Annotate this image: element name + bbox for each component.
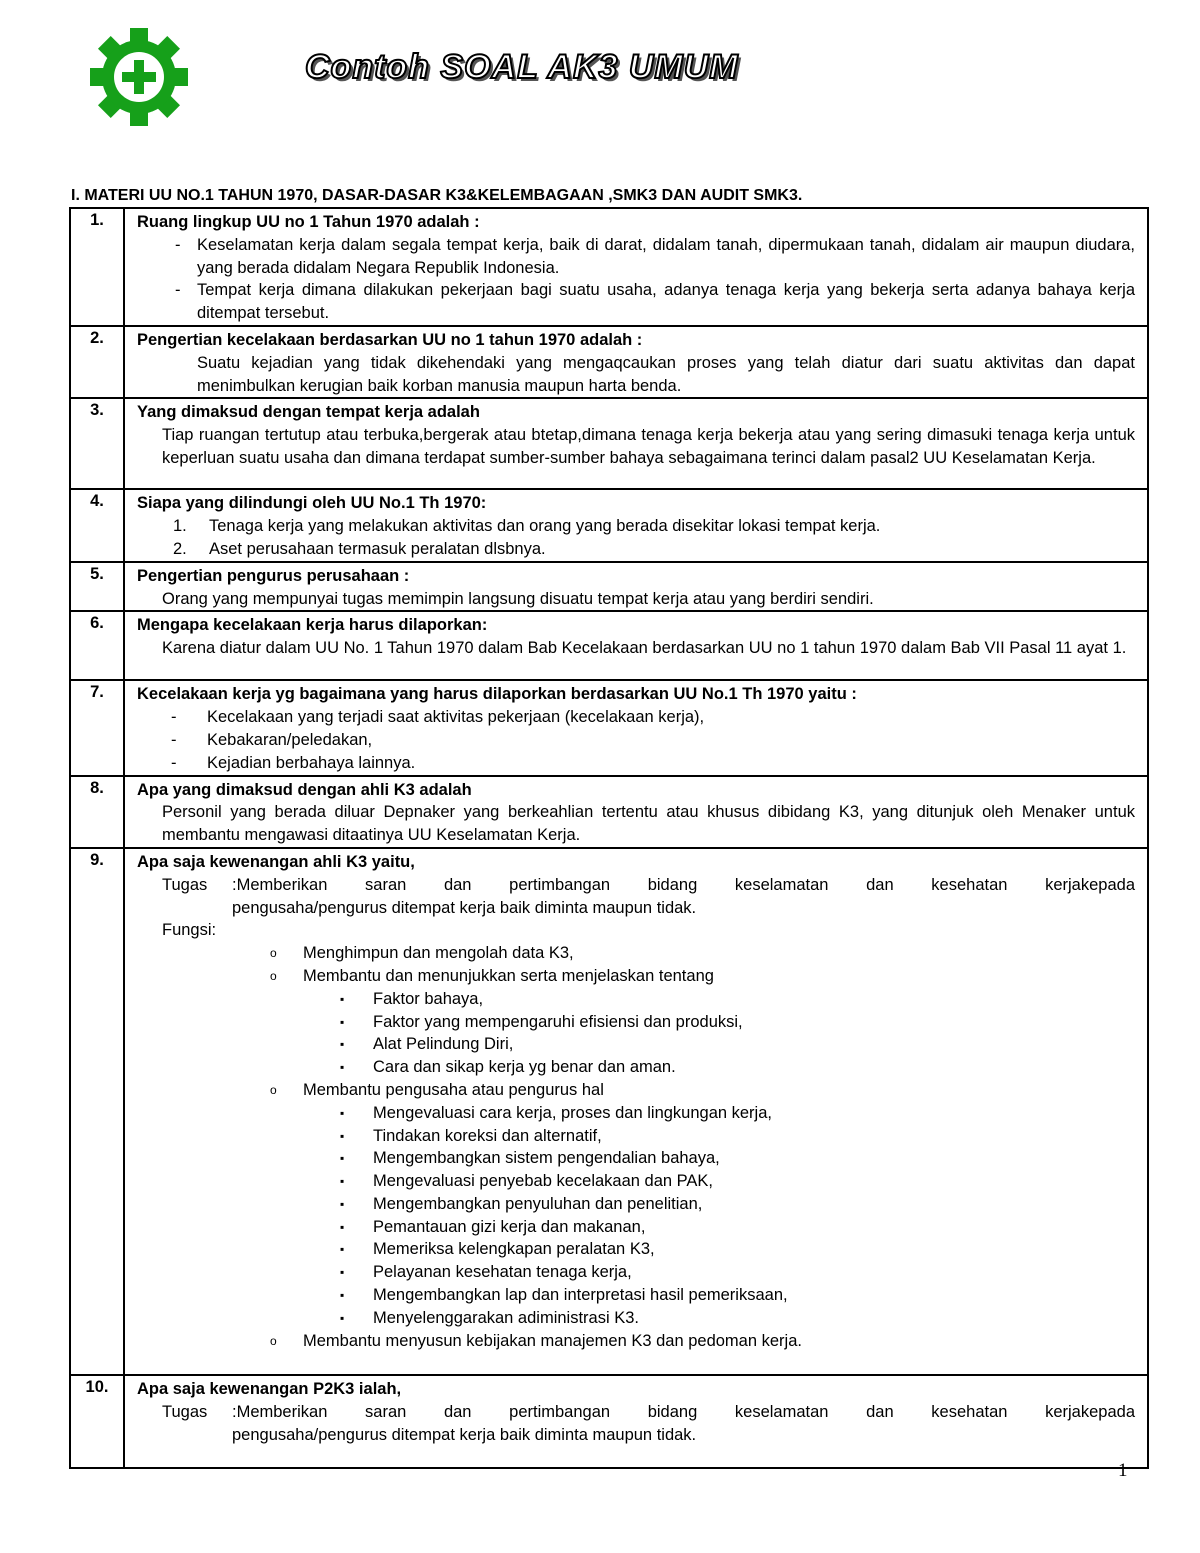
question-text: Siapa yang dilindungi oleh UU No.1 Th 1970: <box>137 494 487 513</box>
list-item: - Kecelakaan yang terjadi saat aktivitas pekerjaan (kecelakaan kerja), <box>171 708 705 727</box>
answer-text: Suatu kejadian yang tidak dikehendaki yang mengaqcaukan proses yang telah diatur dari suatu aktivitas dan dapat menimbulkan kerugian baik korban manusia maupun harta benda. <box>197 353 1135 395</box>
sub-list-item: ▪ Mengembangkan penyuluhan dan penelitian, <box>340 1194 703 1213</box>
sub-list-item: ▪ Tindakan koreksi dan alternatif, <box>340 1126 602 1145</box>
sub-list-item: ▪ Menyelenggarakan adiministrasi K3. <box>340 1308 639 1327</box>
fungsi-list <box>137 942 1135 1352</box>
question-text: Yang dimaksud dengan tempat kerja adalah <box>137 403 480 422</box>
question-number: 8. <box>70 776 124 848</box>
section-heading: I. MATERI UU NO.1 TAHUN 1970, DASAR-DASAR K3&KELEMBAGAAN ,SMK3 DAN AUDIT SMK3. <box>71 187 803 204</box>
list-item: - Tempat kerja dimana dilakukan pekerjaan bagi suatu usaha, adanya tenaga kerja yang bekerja serta adanya bahaya kerja ditempat tersebut. <box>175 281 1135 323</box>
table-row <box>70 489 1148 561</box>
question-text: Kecelakaan kerja yg bagaimana yang harus dilaporkan berdasarkan UU No.1 Th 1970 yaitu : <box>137 685 857 704</box>
page-number: 1 <box>1118 1460 1128 1481</box>
question-number: 7. <box>70 680 124 775</box>
question-cell <box>124 776 1148 848</box>
question-number: 5. <box>70 562 124 612</box>
table-row <box>70 326 1148 398</box>
answer-text: Personil yang berada diluar Depnaker yang berkeahlian tertentu atau khusus dibidang K3, yang ditunjuk oleh Menaker untuk membantu mengawasi ditaatinya UU Keselamatan Kerja. <box>162 803 1135 845</box>
question-text: Apa saja kewenangan P2K3 ialah, <box>137 1379 402 1398</box>
question-number: 10. <box>70 1375 124 1468</box>
tugas-continuation: pengusaha/pengurus ditempat kerja baik diminta maupun tidak. <box>232 1425 697 1444</box>
sub-list-item: ▪ Mengevaluasi penyebab kecelakaan dan PAK, <box>340 1172 714 1191</box>
k3-gear-cross-icon <box>84 27 194 127</box>
question-text: Mengapa kecelakaan kerja harus dilaporkan: <box>137 616 488 635</box>
question-cell <box>124 1375 1148 1468</box>
question-cell <box>124 848 1148 1375</box>
sub-list-item: ▪ Pemantauan gizi kerja dan makanan, <box>340 1217 646 1236</box>
question-cell <box>124 680 1148 775</box>
table-row <box>70 776 1148 848</box>
page-title: Contoh SOAL AK3 UMUM <box>305 48 739 86</box>
question-cell <box>124 208 1148 326</box>
question-cell <box>124 489 1148 561</box>
tugas-line: Tugas :Memberikan saran dan pertimbangan bidang keselamatan dan kesehatan kerjakepada <box>162 1402 1135 1421</box>
question-number: 2. <box>70 326 124 398</box>
question-cell <box>124 398 1148 489</box>
tugas-continuation: pengusaha/pengurus ditempat kerja baik diminta maupun tidak. <box>232 898 697 917</box>
list-item: - Kebakaran/peledakan, <box>171 730 373 749</box>
answer-text: Tiap ruangan tertutup atau terbuka,bergerak atau btetap,dimana tenaga kerja bekerja atau yang sering dimasuki tenaga kerja untuk keperluan suatu usaha dan dimana terdapat sumber-sumber bahaya sebagaimana terinci dalam pasal2 UU Keselamatan Kerja. <box>162 426 1135 467</box>
question-text: Ruang lingkup UU no 1 Tahun 1970 adalah : <box>137 213 480 231</box>
list-item: o Membantu pengusaha atau pengurus hal <box>270 1080 604 1099</box>
list-item: o Membantu dan menunjukkan serta menjelaskan tentang <box>270 966 714 985</box>
table-row <box>70 611 1148 680</box>
table-row <box>70 208 1148 326</box>
list-item: o Menghimpun dan mengolah data K3, <box>270 944 574 963</box>
question-number: 6. <box>70 611 124 680</box>
sub-list-item: ▪ Mengembangkan lap dan interpretasi hasil pemeriksaan, <box>340 1286 788 1305</box>
answer-text: Orang yang mempunyai tugas memimpin langsung disuatu tempat kerja atau yang berdiri sendiri. <box>162 589 874 608</box>
tugas-line: Tugas :Memberikan saran dan pertimbangan bidang keselamatan dan kesehatan kerjakepada <box>162 875 1135 894</box>
sub-list-item: ▪ Memeriksa kelengkapan peralatan K3, <box>340 1240 655 1259</box>
sub-list-item: ▪ Mengembangkan sistem pengendalian bahaya, <box>340 1149 720 1168</box>
question-number: 1. <box>70 208 124 326</box>
table-row <box>70 562 1148 612</box>
question-cell <box>124 562 1148 612</box>
question-number: 3. <box>70 398 124 489</box>
fungsi-label: Fungsi: <box>162 921 217 940</box>
list-item: - Kejadian berbahaya lainnya. <box>171 753 416 772</box>
table-row <box>70 680 1148 775</box>
question-text: Apa saja kewenangan ahli K3 yaitu, <box>137 852 415 871</box>
question-text: Pengertian kecelakaan berdasarkan UU no 1 tahun 1970 adalah : <box>137 330 643 349</box>
list-item: 2. Aset perusahaan termasuk peralatan dlsbnya. <box>173 539 546 558</box>
table-row <box>70 848 1148 1375</box>
sub-list-item: ▪ Pelayanan kesehatan tenaga kerja, <box>340 1263 632 1282</box>
question-number: 4. <box>70 489 124 561</box>
table-row <box>70 398 1148 489</box>
sub-list-item: ▪ Alat Pelindung Diri, <box>340 1035 514 1054</box>
sub-list-item: ▪ Cara dan sikap kerja yg benar dan aman. <box>340 1058 676 1077</box>
sub-list-item: ▪ Mengevaluasi cara kerja, proses dan lingkungan kerja, <box>340 1103 772 1122</box>
question-text: Pengertian pengurus perusahaan : <box>137 566 410 585</box>
answer-text: Karena diatur dalam UU No. 1 Tahun 1970 dalam Bab Kecelakaan berdasarkan UU no 1 tahun 1970 dalam Bab VII Pasal 11 ayat 1. <box>162 639 1127 658</box>
table-row <box>70 1375 1148 1468</box>
list-item: 1. Tenaga kerja yang melakukan aktivitas dan orang yang berada disekitar lokasi tempat kerja. <box>173 517 881 536</box>
question-text: Apa yang dimaksud dengan ahli K3 adalah <box>137 780 472 799</box>
question-number: 9. <box>70 848 124 1375</box>
sub-list-item: ▪ Faktor bahaya, <box>340 989 484 1008</box>
question-cell <box>124 326 1148 398</box>
sub-list-item: ▪ Faktor yang mempengaruhi efisiensi dan produksi, <box>340 1012 743 1031</box>
list-item: - Keselamatan kerja dalam segala tempat kerja, baik di darat, didalam tanah, dipermukaan tanah, didalam air maupun diudara, yang berada didalam Negara Republik Indonesia. <box>175 235 1135 277</box>
question-cell <box>124 611 1148 680</box>
qa-table <box>69 207 1149 1469</box>
list-item: o Membantu menyusun kebijakan manajemen K3 dan pedoman kerja. <box>270 1331 802 1350</box>
